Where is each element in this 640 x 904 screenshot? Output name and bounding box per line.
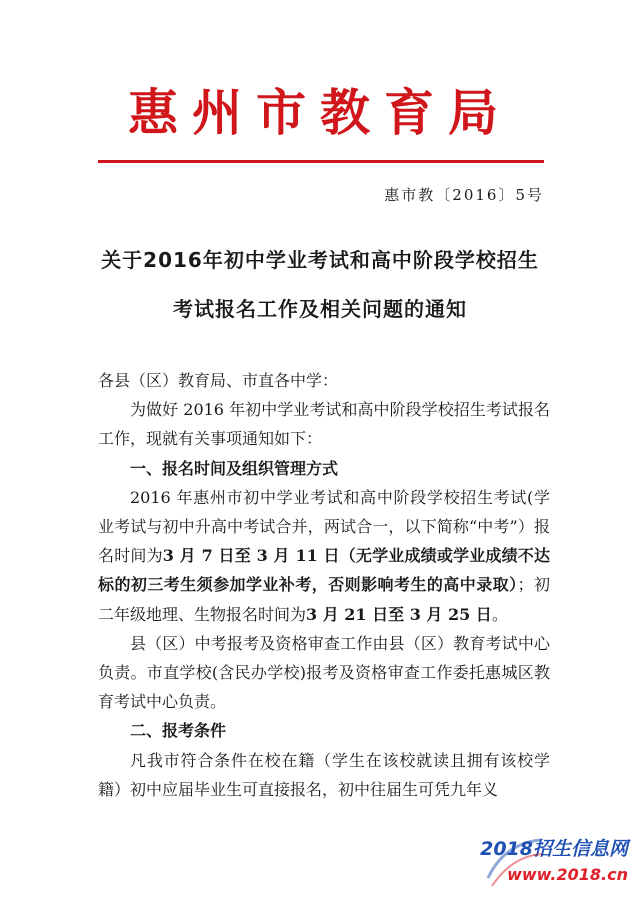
grade2-reg-dates-bold: 3 月 21 日至 3 月 25 日 xyxy=(306,604,492,624)
document-number: 惠市教〔2016〕5号 xyxy=(384,186,544,204)
intro-paragraph: 为做好 2016 年初中学业考试和高中阶段学校招生考试报名工作，现就有关事项通知如下： xyxy=(98,400,550,449)
reg-period-text: 2016 年惠州市初中学业考试和高中阶段学校招生考试(学业考试与初中升高中考试合并，两试合一，以下简称“中考”）报名时间为 xyxy=(98,487,550,566)
grade2-reg-text: ；初二年级地理、生物报名时间为 xyxy=(98,575,550,624)
site-watermark xyxy=(428,834,628,884)
watermark-site-name: 2018招生信息网 xyxy=(480,838,628,860)
org-letterhead-title: 惠州市教育局 xyxy=(128,84,512,142)
watermark-site-url: www.2018.cn xyxy=(507,865,628,884)
watermark-swoosh-icon xyxy=(484,834,544,890)
paragraph-end-punct: 。 xyxy=(491,604,508,624)
salutation: 各县（区）教育局、市直各中学： xyxy=(98,371,339,390)
reg-period-dates-bold: 3 月 7 日至 3 月 11 日（无学业成绩或学业成绩不达标的初三考生须参加学业补考，否则影响考生的高中录取） xyxy=(98,546,550,595)
section-1-heading: 一、报名时间及组织管理方式 xyxy=(130,458,339,478)
document-body xyxy=(98,366,550,804)
section-2-heading: 二、报考条件 xyxy=(130,721,227,741)
section-2-paragraph-1: 凡我市符合条件在校在籍（学生在该校就读且拥有该校学籍）初中应届毕业生可直接报名，初中往届生可凭九年义 xyxy=(98,750,550,799)
section-1-paragraph-2: 县（区）中考报考及资格审查工作由县（区）教育考试中心负责。市直学校(含民办学校)报考及资格审查工作委托惠城区教育考试中心负责。 xyxy=(98,633,550,712)
section-1-paragraph-1 xyxy=(98,483,550,629)
letterhead-red-rule xyxy=(98,160,544,163)
notice-title-line-1: 关于2016年初中学业考试和高中阶段学校招生 xyxy=(101,248,539,272)
notice-title-line-2: 考试报名工作及相关问题的通知 xyxy=(173,297,467,321)
